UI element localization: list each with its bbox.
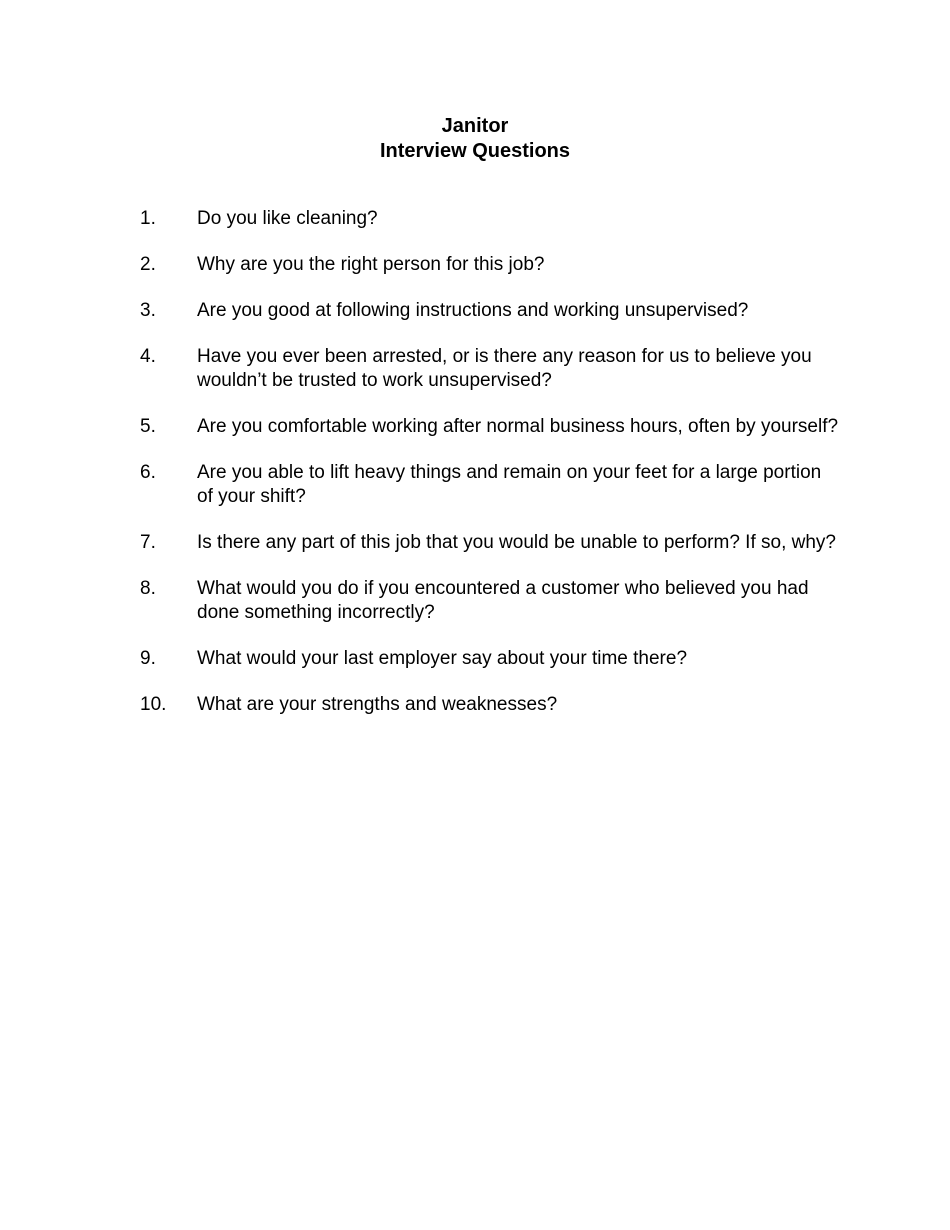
item-text: Is there any part of this job that you would be unable to perform? If so, why? xyxy=(197,532,836,553)
list-item xyxy=(140,461,840,509)
list-item xyxy=(140,345,840,393)
item-number: 6. xyxy=(140,462,156,483)
list-item xyxy=(140,647,840,671)
list-item xyxy=(140,693,840,717)
list-item xyxy=(140,531,840,555)
item-text: What would you do if you encountered a customer who believed you had done something incorrectly? xyxy=(197,578,809,623)
list-item xyxy=(140,415,840,439)
item-text: What are your strengths and weaknesses? xyxy=(197,694,558,715)
item-number: 9. xyxy=(140,648,156,669)
list-item xyxy=(140,207,840,231)
item-text: Do you like cleaning? xyxy=(197,208,378,229)
list-item xyxy=(140,253,840,277)
list-item xyxy=(140,577,840,625)
item-text: Why are you the right person for this job? xyxy=(197,254,545,275)
item-number: 10. xyxy=(140,694,167,715)
item-number: 4. xyxy=(140,346,156,367)
item-number: 3. xyxy=(140,300,156,321)
item-number: 1. xyxy=(140,208,156,229)
item-number: 5. xyxy=(140,416,156,437)
item-text: Have you ever been arrested, or is there any reason for us to believe you wouldn’t be trusted to work unsupervised? xyxy=(197,346,812,391)
item-number: 2. xyxy=(140,254,156,275)
item-text: What would your last employer say about your time there? xyxy=(197,648,688,669)
title-line-1: Janitor xyxy=(441,115,509,137)
item-text: Are you comfortable working after normal business hours, often by yourself? xyxy=(197,416,839,437)
document-title xyxy=(0,114,950,164)
item-number: 7. xyxy=(140,532,156,553)
item-text: Are you able to lift heavy things and remain on your feet for a large portion of your shift? xyxy=(197,462,822,507)
question-list xyxy=(140,207,840,739)
item-number: 8. xyxy=(140,578,156,599)
list-item xyxy=(140,299,840,323)
title-line-2: Interview Questions xyxy=(379,140,571,162)
item-text: Are you good at following instructions and working unsupervised? xyxy=(197,300,749,321)
